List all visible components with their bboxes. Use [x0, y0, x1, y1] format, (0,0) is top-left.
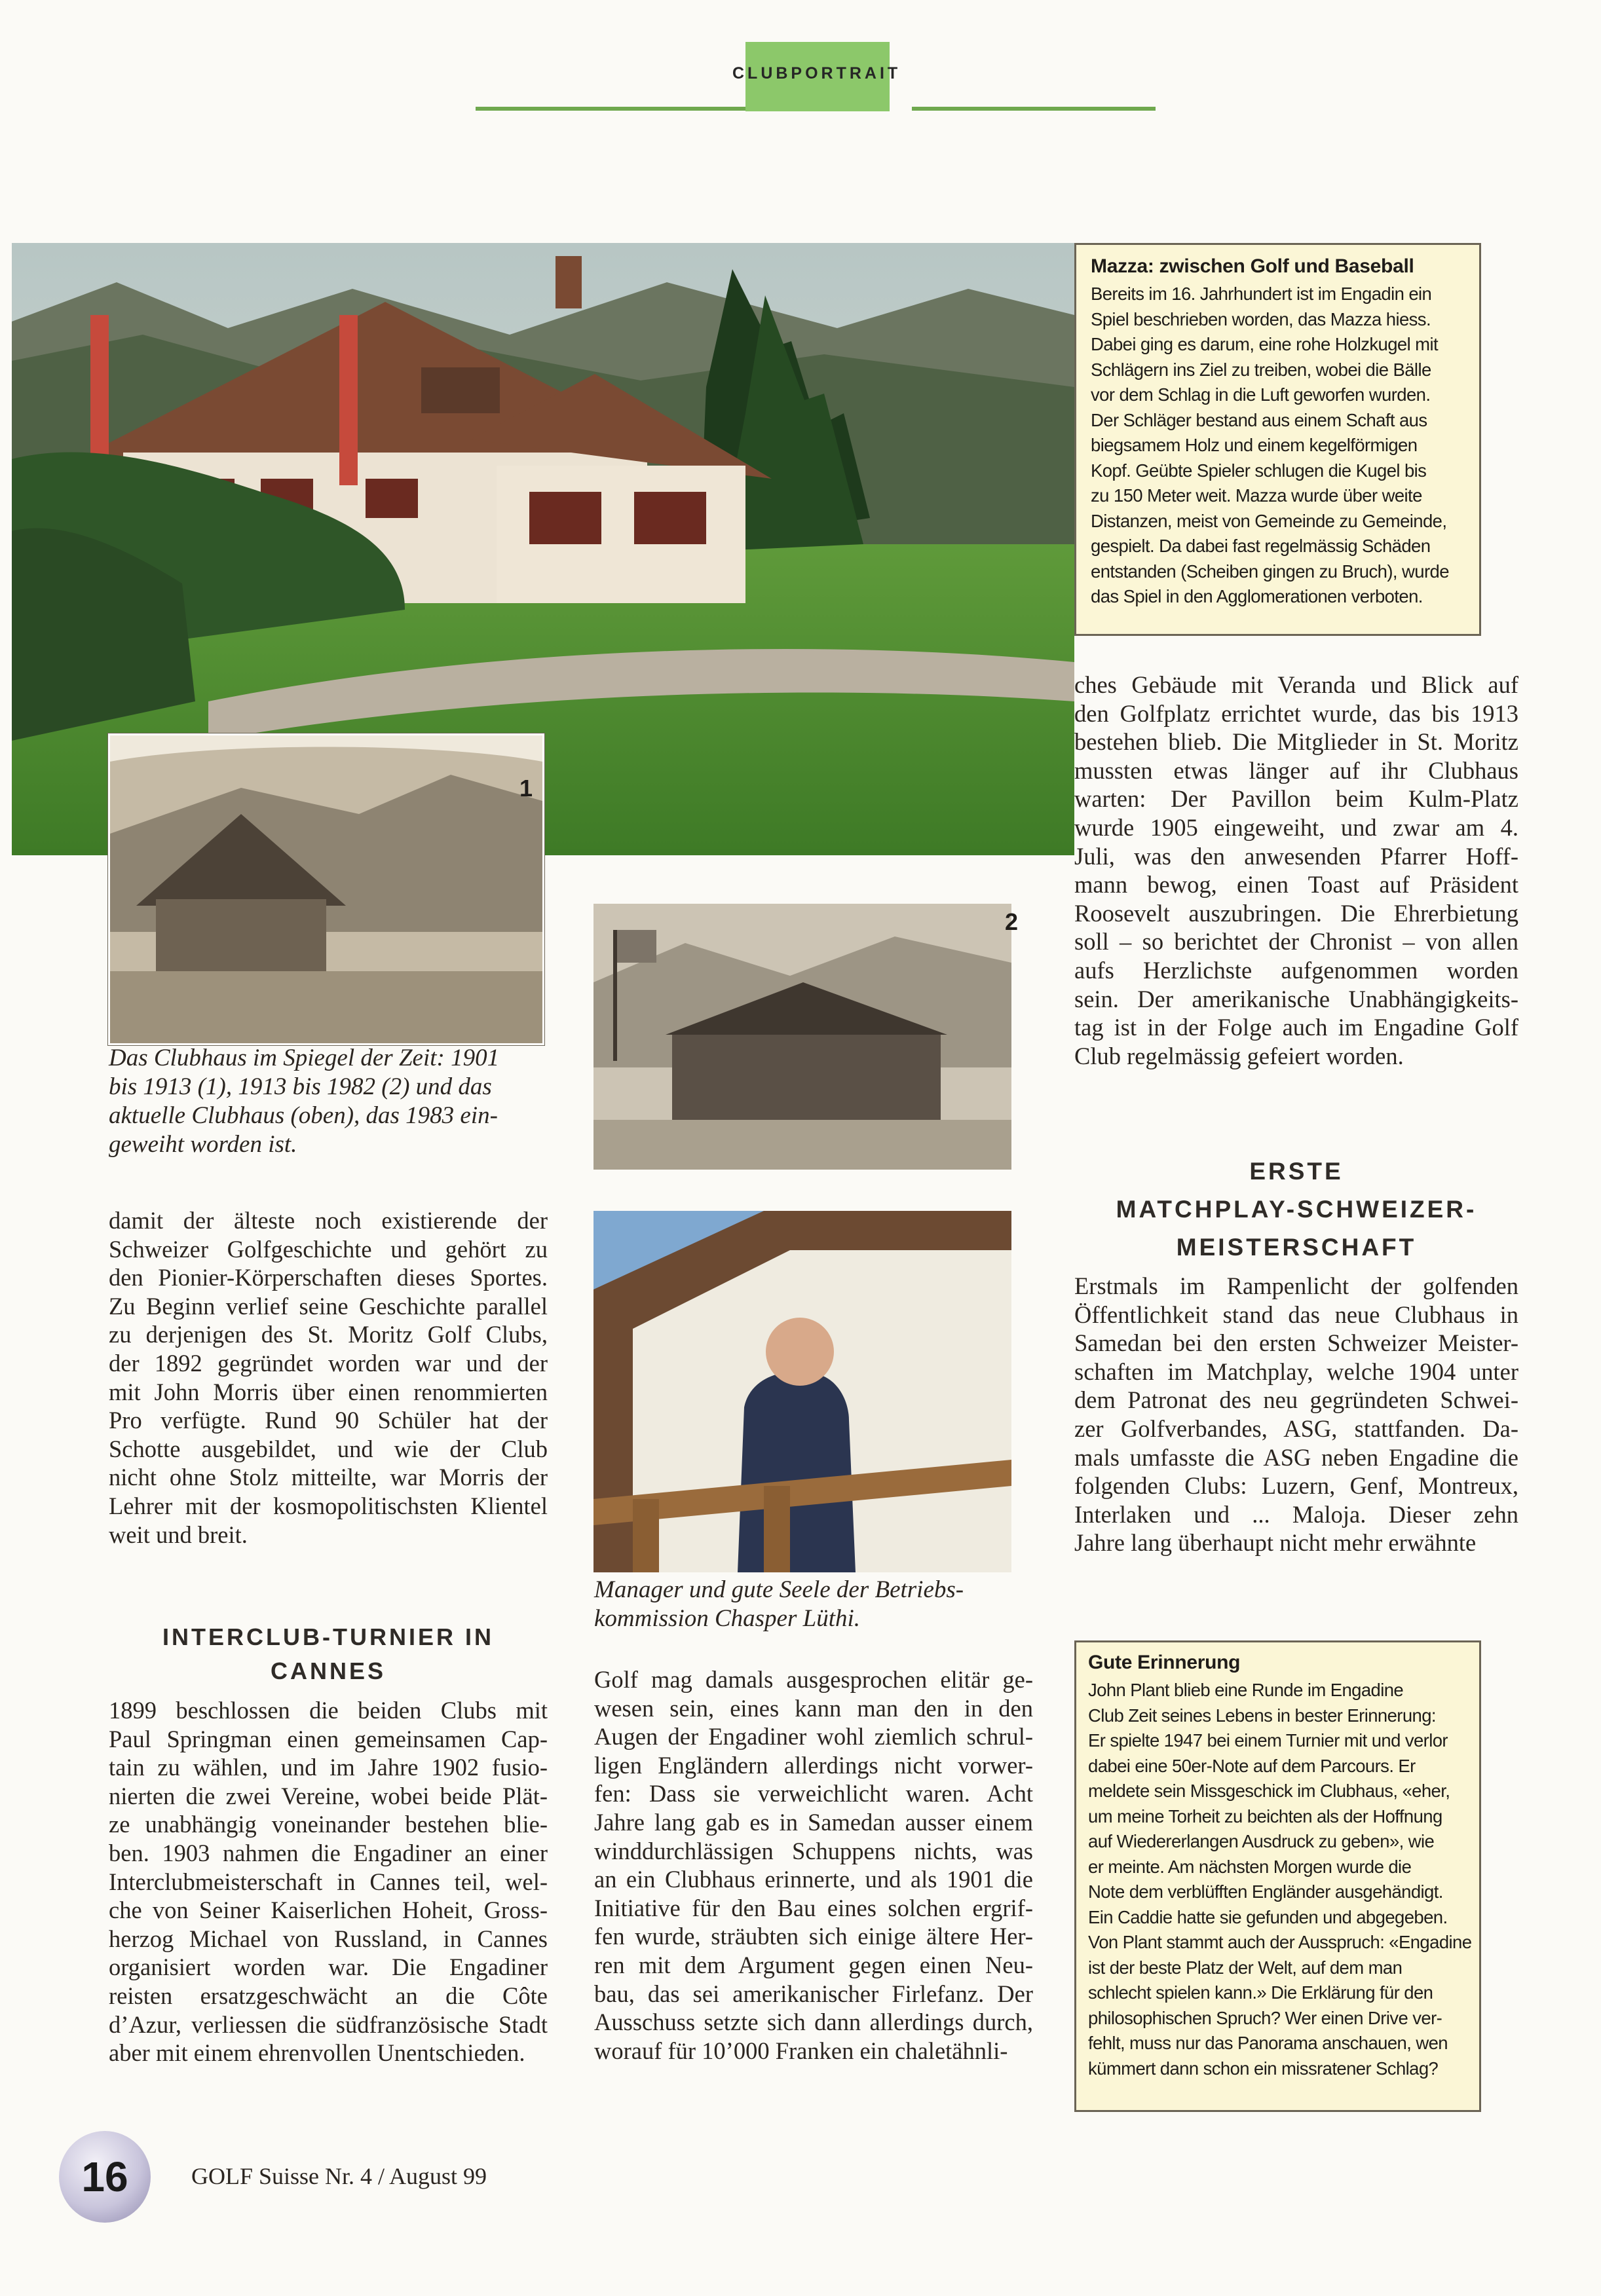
body-line: folgenden Clubs: Luzern, Genf, Montreux,	[1074, 1472, 1518, 1500]
sidebar-box-line: Spiel beschrieben worden, das Mazza hiess.	[1091, 308, 1431, 329]
body-line: Erstmals im Rampenlicht der golfenden	[1074, 1272, 1518, 1299]
body-line: Paul Springman einen gemeinsamen Cap-	[109, 1725, 548, 1752]
body-line: fen: Dass sie verweichlicht waren. Acht	[594, 1780, 1033, 1807]
sidebar-box-line: gespielt. Da dabei fast regelmässig Schäden	[1091, 536, 1431, 556]
heading-line: INTERCLUB-TURNIER IN	[162, 1623, 494, 1650]
heading-line: MATCHPLAY-SCHWEIZER-	[1116, 1196, 1477, 1223]
sidebar-box-line: Schlägern ins Ziel zu treiben, wobei die Bälle	[1091, 359, 1431, 380]
sidebar-box-title: Mazza: zwischen Golf und Baseball	[1091, 255, 1414, 277]
body-line: weit und breit.	[109, 1521, 248, 1548]
body-line: Jahre lang überhaupt nicht mehr erwähnte	[1074, 1529, 1477, 1557]
header-rule-right	[912, 107, 1156, 111]
body-line: warten: Der Pavillon beim Kulm-Platz	[1074, 785, 1518, 813]
col1-paragraph-1	[109, 1206, 548, 1549]
caption-line: kommission Chasper Lüthi.	[594, 1605, 861, 1632]
body-line: Roosevelt auszubringen. Die Ehrerbietung	[1074, 899, 1518, 927]
body-line: ben. 1903 nahmen die Engadiner an einer	[109, 1839, 548, 1866]
sidebar-box-line: Bereits im 16. Jahrhundert ist im Engadin ein	[1091, 284, 1432, 304]
body-line: ligen Engländern allerdings nicht vorwer-	[594, 1751, 1033, 1779]
body-line: herzog Michael von Russland, in Cannes	[109, 1925, 548, 1952]
heading-line: ERSTE	[1249, 1158, 1344, 1185]
sidebar-box-gute-erinnerung	[1074, 1640, 1481, 2112]
body-line: bestehen blieb. Die Mitglieder in St. Moritz	[1074, 728, 1518, 756]
memory-box-line: John Plant blieb eine Runde im Engadine	[1088, 1680, 1404, 1700]
body-line: worauf für 10’000 Franken ein chaletähnli-	[594, 2037, 1008, 2064]
body-line: an ein Clubhaus erinnerte, und als 1901 die	[594, 1866, 1033, 1893]
heading-line: CANNES	[270, 1657, 386, 1684]
body-line: mann bewog, einen Toast auf Präsident	[1074, 871, 1518, 898]
body-line: Pro verfügte. Rund 90 Schüler hat der	[109, 1407, 548, 1434]
page-number-badge	[59, 2131, 151, 2223]
caption-line: bis 1913 (1), 1913 bis 1982 (2) und das	[109, 1073, 492, 1100]
body-line: Zu Beginn verlief seine Geschichte parallel	[109, 1292, 548, 1320]
body-line: fen wurde, sträubten sich einige ältere Her-	[594, 1923, 1033, 1950]
memory-box-line: Note dem verblüfften Engländer ausgehändigt.	[1088, 1881, 1443, 1902]
body-line: nicht ohne Stolz mitteilte, war Morris der	[109, 1464, 548, 1491]
caption-clubhouse-history	[109, 1044, 567, 1159]
col3-paragraph-1	[1074, 671, 1518, 1070]
header-rule-left	[476, 107, 745, 111]
caption-line: geweiht worden ist.	[109, 1131, 297, 1158]
body-line: damit der älteste noch existierende der	[109, 1207, 548, 1234]
body-line: der 1892 gegründet worden war und der	[109, 1349, 548, 1377]
body-line: Lehrer mit der kosmopolitischsten Klientel	[109, 1492, 548, 1519]
section-label: CLUBPORTRAIT	[732, 64, 901, 83]
body-line: che von Seiner Kaiserlichen Hoheit, Gross-	[109, 1897, 548, 1924]
body-line: Augen der Engadiner wohl ziemlich schrul-	[594, 1723, 1033, 1750]
body-line: bau, das sei amerikanischer Firlefanz. Der	[594, 1980, 1033, 2007]
body-line: Ausschuss setzte sich dann allerdings durch,	[594, 2009, 1033, 2036]
sidebar-box-line: entstanden (Scheiben gingen zu Bruch), wurde	[1091, 561, 1449, 582]
sidebar-box-line: zu 150 Meter weit. Mazza wurde über weite	[1091, 485, 1422, 506]
body-line: mit John Morris über einen renommierten	[109, 1378, 548, 1405]
body-line: aber mit einem ehrenvollen Unentschieden.	[109, 2039, 525, 2067]
footer-publication: GOLF Suisse Nr. 4 / August 99	[191, 2163, 487, 2189]
memory-box-line: Er spielte 1947 bei einem Turnier mit und verlor	[1088, 1730, 1448, 1750]
body-line: Schweizer Golfgeschichte und gehört zu	[109, 1235, 548, 1263]
body-line: mals umfasste die ASG neben Engadine die	[1074, 1443, 1518, 1471]
body-line: d’Azur, verliessen die südfranzösische Stadt	[109, 2010, 548, 2038]
memory-box-line: auf Wiedererlangen Ausdruck zu geben», wie	[1088, 1831, 1435, 1851]
heading-interclub-turnier	[109, 1620, 548, 1688]
body-line: zu derjenigen des St. Moritz Golf Clubs,	[109, 1321, 548, 1348]
body-line: zer Golfverbandes, ASG, stattfanden. Da-	[1074, 1415, 1518, 1442]
memory-box-line: kümmert dann schon ein missratener Schlag?	[1088, 2058, 1439, 2079]
col3-paragraph-2	[1074, 1272, 1518, 1557]
memory-box-line: er meinte. Am nächsten Morgen wurde die	[1088, 1856, 1412, 1877]
body-line: tag ist in der Folge auch im Engadine Golf	[1074, 1014, 1518, 1041]
col2-paragraph	[594, 1665, 1033, 2065]
memory-box-line: ist der beste Platz der Welt, auf dem man	[1088, 1957, 1403, 1978]
sidebar-box-mazza	[1074, 243, 1481, 636]
memory-box-line: philosophischen Spruch? Wer einen Drive ver-	[1088, 2007, 1442, 2028]
body-line: soll – so berichtet der Chronist – von allen	[1074, 928, 1518, 955]
sidebar-box-line: das Spiel in den Agglomerationen verboten.	[1091, 586, 1423, 606]
body-line: Schotte ausgebildet, und wie der Club	[109, 1435, 548, 1462]
sidebar-box-line: Der Schläger bestand aus einem Schaft aus	[1091, 409, 1427, 430]
caption-line: aktuelle Clubhaus (oben), das 1983 ein-	[109, 1102, 498, 1129]
body-line: Interclubmeisterschaft in Cannes teil, wel-	[109, 1868, 548, 1895]
heading-matchplay-meisterschaft	[1074, 1153, 1518, 1267]
body-line: ren mit dem Argument gegen einen Neu-	[594, 1951, 1033, 1978]
body-line: organisiert worden war. Die Engadiner	[109, 1953, 548, 1981]
body-line: sein. Der amerikanische Unabhängigkeits-	[1074, 985, 1518, 1012]
body-line: Jahre lang gab es in Samedan ausser einem	[594, 1808, 1033, 1836]
body-line: tain zu wählen, und im Jahre 1902 fusio-	[109, 1754, 548, 1781]
heading-line: MEISTERSCHAFT	[1176, 1234, 1417, 1261]
memory-box-line: schlecht spielen kann.» Die Erklärung für den	[1088, 1982, 1433, 2003]
sidebar-box-line: Dabei ging es darum, eine rohe Holzkugel mit	[1091, 334, 1439, 354]
body-line: schaften im Matchplay, welche 1904 unter	[1074, 1358, 1518, 1385]
body-line: wesen sein, eines kann man den in den	[594, 1694, 1033, 1722]
sidebar-box-line: vor dem Schlag in die Luft geworfen wurden.	[1091, 384, 1431, 405]
body-line: ze unabhängig voneinander bestehen blie-	[109, 1811, 548, 1838]
col1-paragraph-2	[109, 1696, 548, 2067]
caption-line: Das Clubhaus im Spiegel der Zeit: 1901	[109, 1045, 500, 1071]
memory-box-line: dabei eine 50er-Note auf dem Parcours. Er	[1088, 1755, 1416, 1776]
body-line: wurde 1905 eingeweiht, und zwar am 4.	[1074, 813, 1518, 841]
photo-clubhouse-1913	[593, 904, 1011, 1170]
body-line: winddurchlässigen Schuppens nichts, was	[594, 1837, 1033, 1864]
memory-box-line: Club Zeit seines Lebens in bester Erinnerung:	[1088, 1705, 1436, 1726]
caption-manager	[594, 1576, 1013, 1633]
body-line: Golf mag damals ausgesprochen elitär ge-	[594, 1666, 1033, 1693]
memory-box-line: meldete sein Missgeschick im Clubhaus, «eher,	[1088, 1781, 1450, 1801]
body-line: Juli, was den anwesenden Pfarrer Hoff-	[1074, 842, 1518, 870]
memory-box-line: um meine Torheit zu beichten als der Hoffnung	[1088, 1805, 1442, 1826]
memory-box-line: Ein Caddie hatte sie gefunden und abgegeben.	[1088, 1906, 1448, 1927]
body-line: mussten etwas länger auf ihr Clubhaus	[1074, 756, 1518, 784]
body-line: Interlaken und ... Maloja. Dieser zehn	[1074, 1500, 1518, 1528]
memory-box-title: Gute Erinnerung	[1088, 1652, 1241, 1673]
body-line: aufs Herzlichste aufgenommen worden	[1074, 956, 1518, 984]
memory-box-line: Von Plant stammt auch der Ausspruch: «Engadine	[1088, 1932, 1472, 1952]
sidebar-box-line: biegsamem Holz und einem kegelförmigen	[1091, 435, 1418, 455]
photo-clubhouse-1901	[108, 733, 544, 1045]
photo-manager-chasper-luethi	[593, 1211, 1011, 1572]
caption-line: Manager und gute Seele der Betriebs-	[594, 1576, 964, 1603]
body-line: nierten die zwei Vereine, wobei beide Plät-	[109, 1782, 548, 1809]
body-line: 1899 beschlossen die beiden Clubs mit	[109, 1697, 548, 1724]
memory-box-line: fehlt, muss nur das Panorama anschauen, wen	[1088, 2033, 1448, 2053]
photo2-number: 2	[1005, 908, 1019, 935]
body-line: Öffentlichkeit stand das neue Clubhaus in	[1074, 1301, 1518, 1328]
body-line: den Golfplatz errichtet wurde, das bis 1913	[1074, 699, 1518, 727]
photo1-number: 1	[519, 775, 533, 802]
body-line: reisten ersatzgeschwächt an die Côte	[109, 1982, 548, 2009]
body-line: Club regelmässig gefeiert worden.	[1074, 1042, 1404, 1069]
body-line: Initiative für den Bau eines solchen ergrif-	[594, 1894, 1033, 1921]
body-line: ches Gebäude mit Veranda und Blick auf	[1074, 671, 1518, 698]
body-line: Samedan bei den ersten Schweizer Meister-	[1074, 1329, 1518, 1357]
sidebar-box-line: Distanzen, meist von Gemeinde zu Gemeinde,	[1091, 510, 1447, 531]
body-line: den Pionier-Körperschaften dieses Sportes.	[109, 1264, 548, 1291]
page-number: 16	[81, 2153, 128, 2200]
sidebar-box-line: Kopf. Geübte Spieler schlugen die Kugel bis	[1091, 460, 1427, 481]
body-line: dem Patronat des neu gegründeten Schwei-	[1074, 1386, 1518, 1414]
